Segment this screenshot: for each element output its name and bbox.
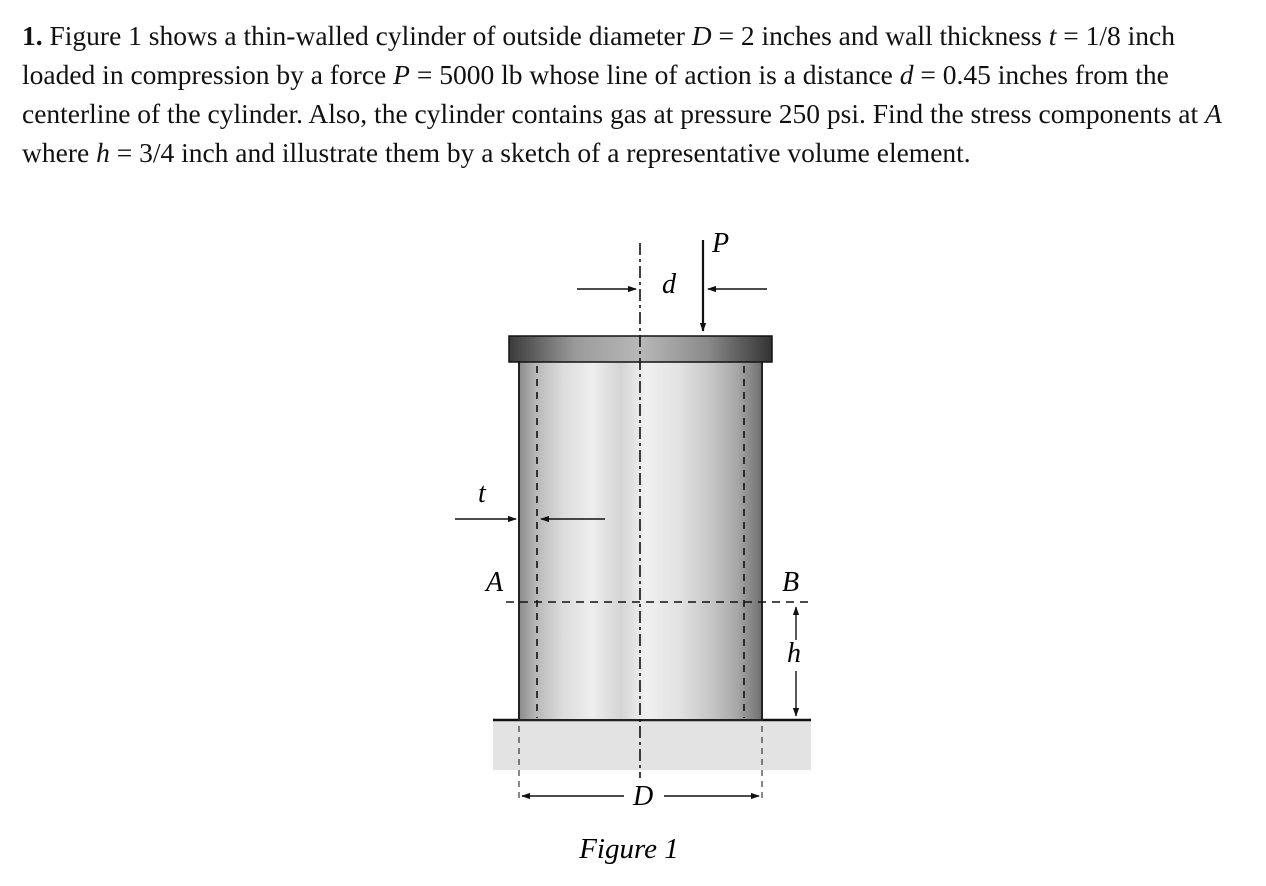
text-segment: = 2 inches and wall thickness [711, 20, 1049, 51]
problem-number: 1. [22, 20, 43, 51]
ground-base [493, 720, 811, 770]
symbol-d: d [899, 59, 914, 90]
text-segment: = 3/4 inch and illustrate them by a sketch of a representative volume element. [109, 137, 971, 168]
text-segment: = 5000 lb whose line of action is a distance [409, 59, 900, 90]
label-B: B [782, 567, 800, 598]
label-d: d [662, 269, 676, 300]
label-A: A [486, 567, 504, 598]
symbol-t: t [1048, 20, 1057, 51]
label-t: t [478, 478, 486, 509]
symbol-P: P [393, 59, 410, 90]
figure-caption: Figure 1 [579, 833, 679, 865]
text-segment: Figure 1 shows a thin-walled cylinder of outside diameter [42, 20, 692, 51]
symbol-h: h [96, 137, 110, 168]
symbol-A: A [1205, 98, 1222, 129]
label-h: h [787, 638, 801, 669]
label-P: P [712, 228, 730, 259]
text-segment: = 0.45 inches from the centerline of the cylinder. Also, the cylinder contains gas at pressure 250 psi. Find the stress components at [22, 59, 1205, 129]
label-D: D [633, 781, 654, 812]
text-segment: where [22, 137, 97, 168]
symbol-D: D [691, 20, 712, 51]
text-segment: = 1/8 inch loaded in compression by a force [22, 20, 1175, 90]
